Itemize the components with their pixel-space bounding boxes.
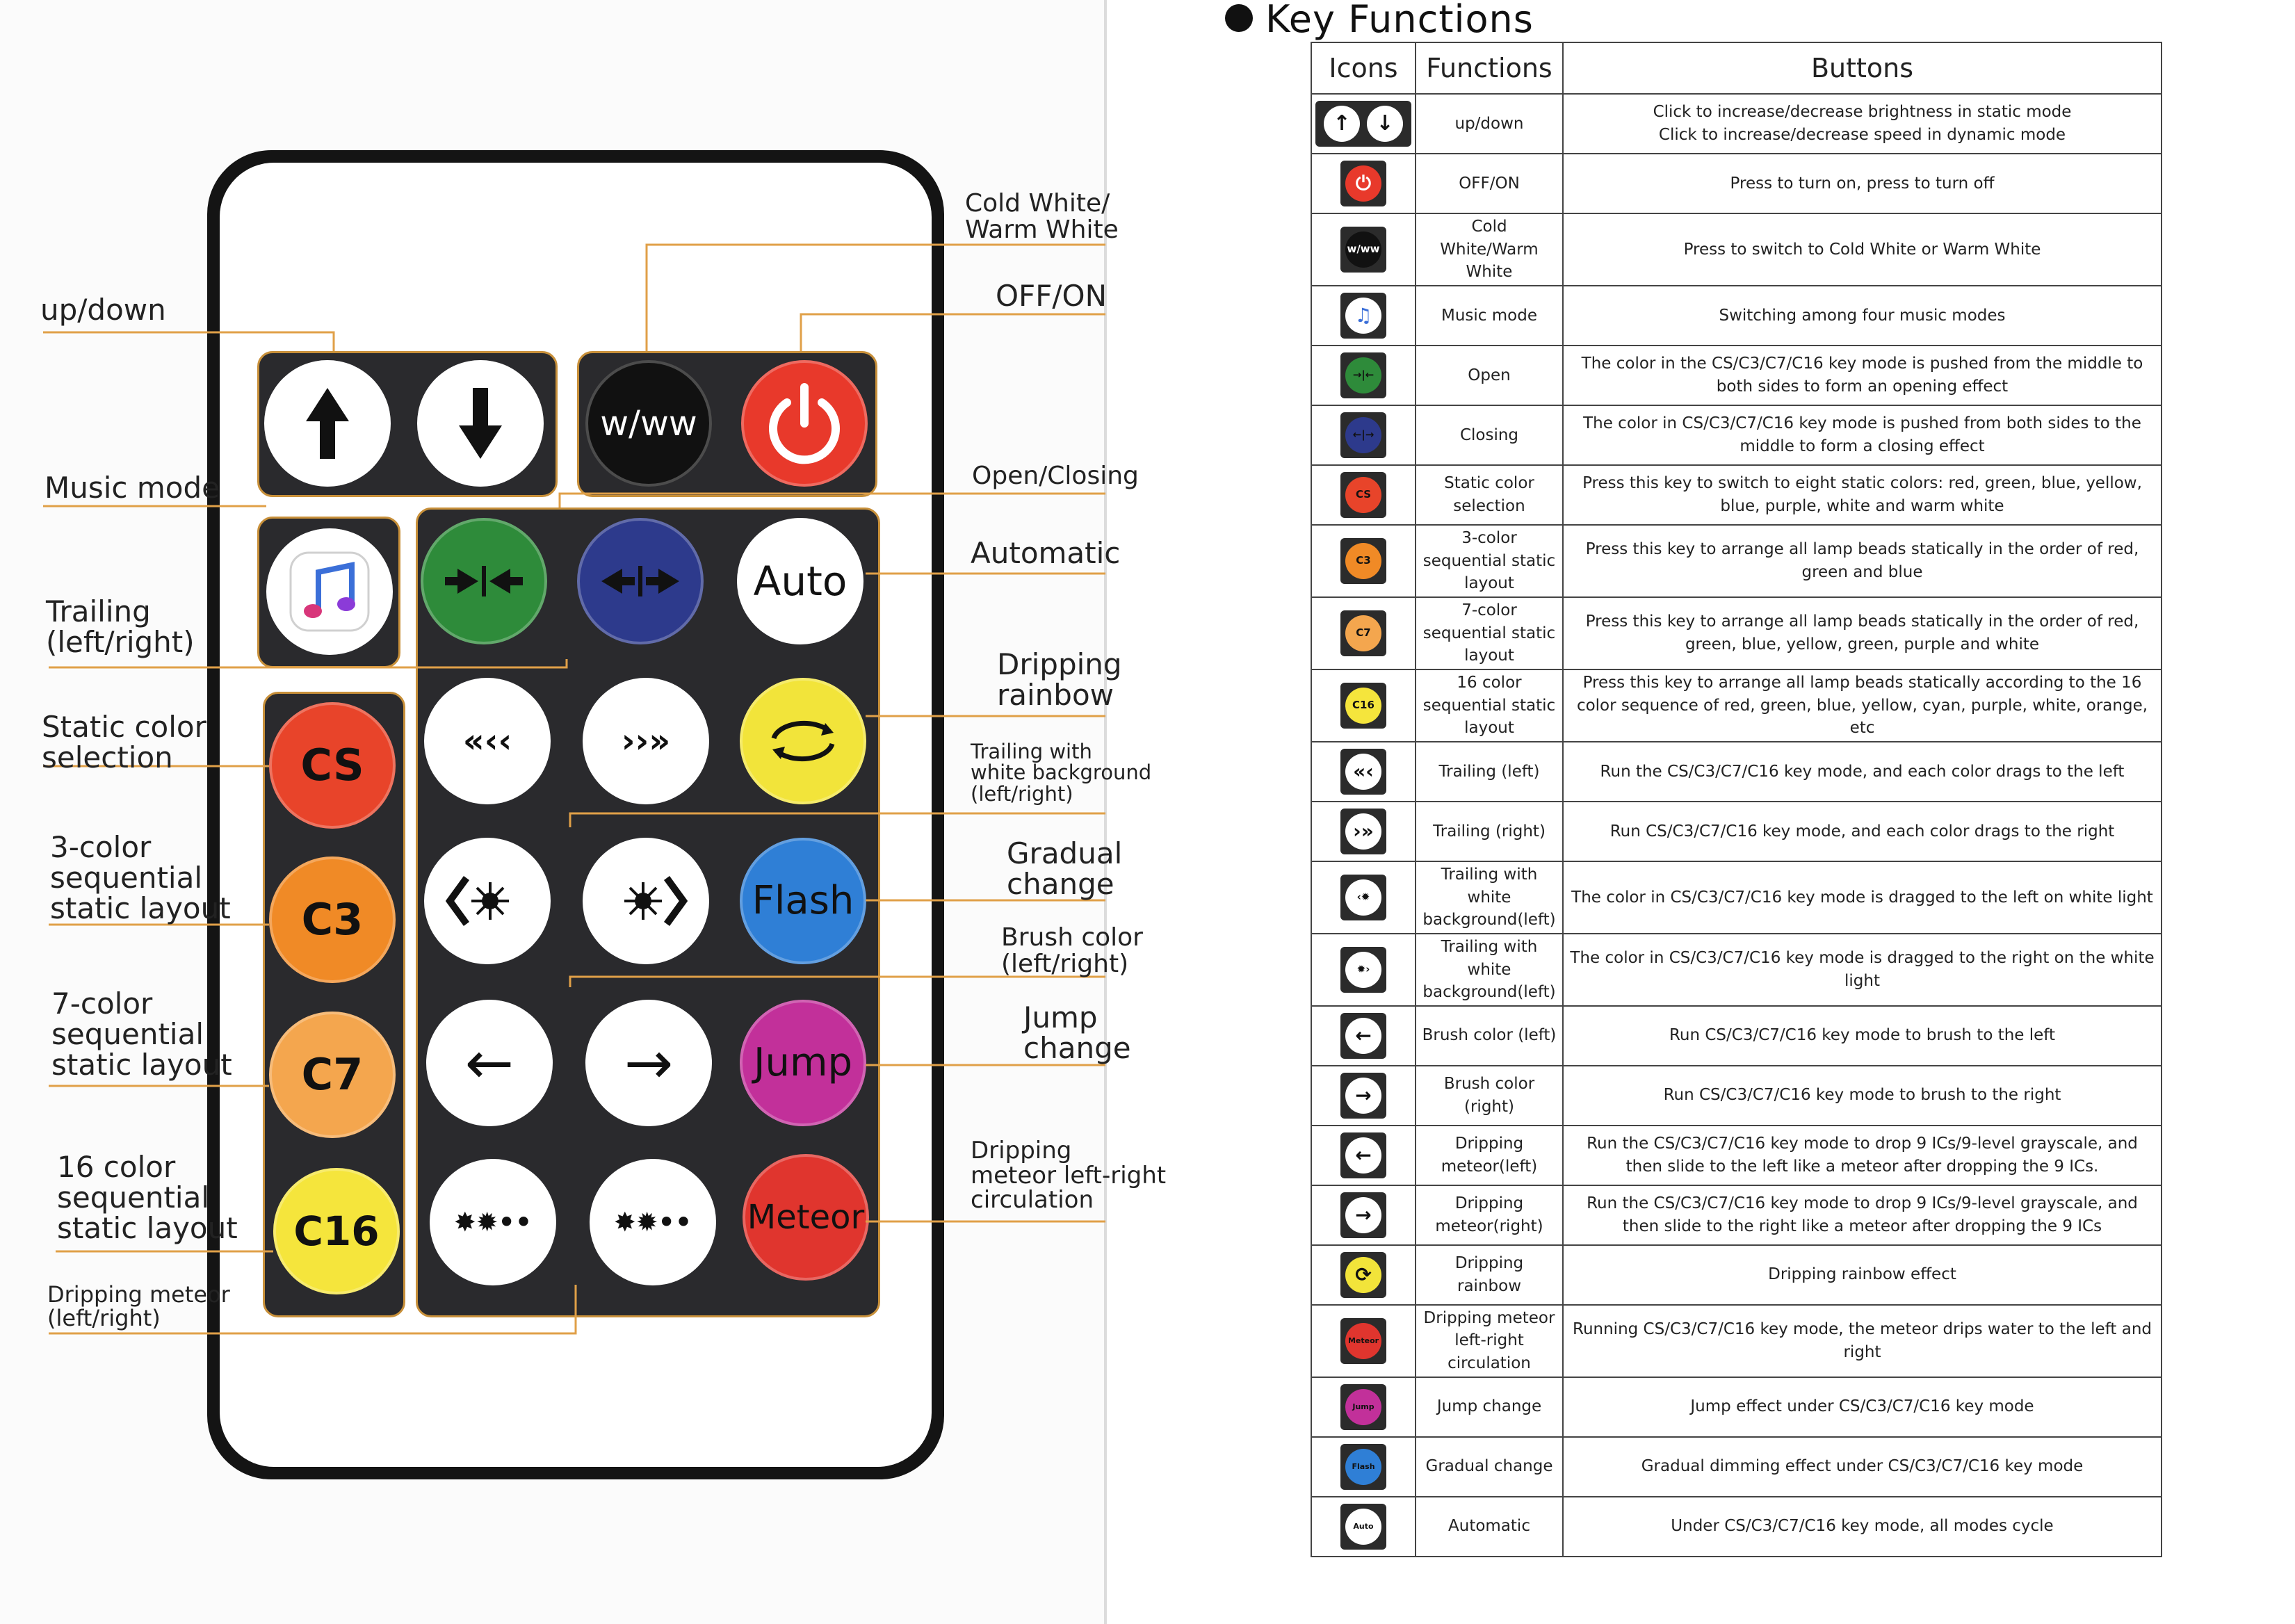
- icon-cell: [1311, 1185, 1416, 1245]
- description-cell: The color in CS/C3/C7/C16 key mode is dragged to the left on white light: [1563, 861, 2162, 934]
- icon-cell: [1311, 861, 1416, 934]
- power-icon: [763, 382, 846, 465]
- icon-cell: [1311, 213, 1416, 286]
- trail-right-button[interactable]: [583, 678, 709, 804]
- description-cell: Dripping rainbow effect: [1563, 1245, 2162, 1305]
- c7-icon: C7: [1340, 610, 1386, 656]
- flash-button[interactable]: [740, 838, 866, 964]
- description-cell: The color in the CS/C3/C7/C16 key mode is pushed from the middle to both sides to form an opening effect: [1563, 346, 2162, 405]
- description-cell: Switching among four music modes: [1563, 286, 2162, 346]
- icon-cell: [1311, 934, 1416, 1006]
- meteor-left-label: ✸✹••: [453, 1207, 533, 1237]
- description-cell: Run CS/C3/C7/C16 key mode to brush to the right: [1563, 1066, 2162, 1126]
- up-button[interactable]: [264, 360, 391, 487]
- www-label: w/ww: [600, 403, 697, 444]
- description-cell: Gradual dimming effect under CS/C3/C7/C16 key mode: [1563, 1437, 2162, 1497]
- function-cell: Brush color (right): [1416, 1066, 1563, 1126]
- key-functions-title: Key Functions: [1265, 0, 1534, 41]
- white-bg-right-button[interactable]: [583, 838, 709, 964]
- cycle-icon: ⟳: [1340, 1252, 1386, 1298]
- function-cell: Brush color (left): [1416, 1006, 1563, 1066]
- c3-label: C3: [301, 894, 364, 945]
- icon-cell: [1311, 405, 1416, 465]
- function-cell: OFF/ON: [1416, 154, 1563, 213]
- icon-cell: [1311, 1245, 1416, 1305]
- music-note-icon: ♫: [1340, 293, 1386, 339]
- function-cell: Trailing with white background(left): [1416, 934, 1563, 1006]
- callout-automatic: Automatic: [971, 536, 1121, 570]
- table-row: [1311, 213, 2162, 286]
- table-row: [1311, 1006, 2162, 1066]
- table-row: [1311, 1185, 2162, 1245]
- down-button[interactable]: [417, 360, 544, 487]
- up-down-icon: ↑ ↓: [1315, 101, 1411, 147]
- function-cell: 7-color sequential static layout: [1416, 597, 1563, 669]
- open-arrows-icon: →|←: [1340, 352, 1386, 398]
- description-cell: Run the CS/C3/C7/C16 key mode, and each color drags to the left: [1563, 742, 2162, 802]
- auto-label: Auto: [753, 558, 848, 605]
- icon-cell: [1311, 1006, 1416, 1066]
- cycle-icon: [761, 713, 845, 769]
- trail-right-label: ››»: [621, 722, 671, 761]
- power-icon: ⏻: [1340, 161, 1386, 206]
- header-icons: Icons: [1311, 42, 1416, 94]
- function-cell: Trailing with white background(left): [1416, 861, 1563, 934]
- table-row: [1311, 1377, 2162, 1437]
- meteor-right-icon: →: [1340, 1192, 1386, 1238]
- icon-cell: [1311, 1437, 1416, 1497]
- jump-icon: Jump: [1340, 1384, 1386, 1430]
- power-button[interactable]: [741, 360, 868, 487]
- icon-cell: [1311, 1497, 1416, 1557]
- table-row: [1311, 1066, 2162, 1126]
- white-bg-left-button[interactable]: [424, 838, 551, 964]
- table-row: [1311, 525, 2162, 597]
- icon-cell: [1311, 1126, 1416, 1185]
- icon-cell: [1311, 1377, 1416, 1437]
- callout-7-color: 7-color sequential static layout: [51, 986, 232, 1082]
- cs-button[interactable]: [269, 702, 396, 829]
- function-cell: Dripping meteor(left): [1416, 1126, 1563, 1185]
- function-cell: Trailing (right): [1416, 802, 1563, 861]
- brush-left-button[interactable]: [426, 1000, 553, 1126]
- trail-left-button[interactable]: [424, 678, 551, 804]
- meteor-button[interactable]: [743, 1154, 869, 1281]
- arrow-up-icon: [303, 385, 352, 462]
- trail-left-icon: «‹: [1340, 749, 1386, 795]
- www-icon: w/ww: [1340, 227, 1386, 273]
- icon-cell: [1311, 346, 1416, 405]
- arrow-down-icon: [456, 385, 505, 462]
- callout-brush: Brush color (left/right): [1001, 923, 1143, 978]
- function-cell: Dripping rainbow: [1416, 1245, 1563, 1305]
- callout-16-color: 16 color sequential static layout: [57, 1150, 238, 1246]
- title-bullet: [1225, 4, 1253, 32]
- callout-3-color: 3-color sequential static layout: [50, 830, 231, 926]
- function-cell: 3-color sequential static layout: [1416, 525, 1563, 597]
- icon-cell: [1311, 669, 1416, 742]
- description-cell: Jump effect under CS/C3/C7/C16 key mode: [1563, 1377, 2162, 1437]
- function-cell: Music mode: [1416, 286, 1563, 346]
- meteor-right-label: ✸✹••: [613, 1207, 692, 1237]
- icon-cell: [1311, 802, 1416, 861]
- jump-label: Jump: [753, 1040, 853, 1085]
- brush-left-icon: ←: [1340, 1013, 1386, 1059]
- table-row: [1311, 861, 2162, 934]
- sun-left-icon: ‹✹: [1340, 875, 1386, 920]
- c7-label: C7: [301, 1049, 364, 1100]
- icon-cell: [1311, 286, 1416, 346]
- icon-cell: [1311, 154, 1416, 213]
- table-header-row: [1311, 42, 2162, 94]
- table-row: [1311, 154, 2162, 213]
- description-cell: Run CS/C3/C7/C16 key mode, and each color drags to the right: [1563, 802, 2162, 861]
- c7-button[interactable]: [269, 1012, 396, 1138]
- jump-button[interactable]: [740, 1000, 866, 1126]
- callout-off-on: OFF/ON: [996, 279, 1108, 313]
- sun-right-icon: ✹›: [1340, 947, 1386, 993]
- meteor-icon: Meteor: [1340, 1318, 1386, 1364]
- close-button[interactable]: [577, 518, 704, 644]
- icon-cell: [1311, 742, 1416, 802]
- description-cell: The color in CS/C3/C7/C16 key mode is dragged to the right on the white light: [1563, 934, 2162, 1006]
- function-cell: Jump change: [1416, 1377, 1563, 1437]
- close-arrows-icon: ←|→: [1340, 412, 1386, 458]
- brush-right-icon: →: [1340, 1073, 1386, 1119]
- cs-label: CS: [300, 740, 364, 790]
- open-button[interactable]: [421, 518, 547, 644]
- icon-cell: [1311, 465, 1416, 525]
- description-cell: Press to switch to Cold White or Warm White: [1563, 213, 2162, 286]
- close-arrows-icon: [599, 560, 682, 602]
- icon-cell: [1311, 525, 1416, 597]
- callout-gradual: Gradual change: [1007, 836, 1123, 902]
- callout-up-down: up/down: [40, 293, 166, 327]
- function-cell: Static color selection: [1416, 465, 1563, 525]
- function-cell: Dripping meteor left-right circulation: [1416, 1305, 1563, 1377]
- description-cell: Under CS/C3/C7/C16 key mode, all modes cycle: [1563, 1497, 2162, 1557]
- function-cell: 16 color sequential static layout: [1416, 669, 1563, 742]
- function-cell: Open: [1416, 346, 1563, 405]
- meteor-left-icon: ←: [1340, 1132, 1386, 1178]
- icon-cell: [1311, 1066, 1416, 1126]
- callout-cold-warm: Cold White/ Warm White: [965, 189, 1119, 244]
- description-cell: Run CS/C3/C7/C16 key mode to brush to the left: [1563, 1006, 2162, 1066]
- description-cell: Press this key to switch to eight static colors: red, green, blue, yellow, blue, purple, white and warm white: [1563, 465, 2162, 525]
- meteor-label: Meteor: [747, 1198, 865, 1237]
- c16-button[interactable]: [273, 1168, 400, 1294]
- table-body: [1311, 94, 2162, 1557]
- table-row: [1311, 742, 2162, 802]
- meteor-left-button[interactable]: [430, 1159, 556, 1285]
- icon-cell: [1311, 94, 1416, 154]
- description-cell: Click to increase/decrease brightness in static mode Click to increase/decrease speed in dynamic mode: [1563, 94, 2162, 154]
- c16-icon: C16: [1340, 683, 1386, 729]
- callout-trailing: Trailing (left/right): [46, 594, 195, 660]
- c3-icon: C3: [1340, 538, 1386, 584]
- icon-cell: [1311, 1305, 1416, 1377]
- description-cell: Press this key to arrange all lamp beads statically in the order of red, green, blue, yellow, green, purple and white: [1563, 597, 2162, 669]
- description-cell: Running CS/C3/C7/C16 key mode, the meteor drips water to the left and right: [1563, 1305, 2162, 1377]
- callout-dripping-meteor: Dripping meteor (left/right): [47, 1281, 230, 1331]
- auto-button[interactable]: [737, 518, 863, 644]
- description-cell: The color in CS/C3/C7/C16 key mode is pushed from both sides to the middle to form a closing effect: [1563, 405, 2162, 465]
- music-note-icon: [288, 550, 371, 633]
- flash-label: Flash: [752, 878, 854, 923]
- table-row: [1311, 286, 2162, 346]
- description-cell: Press this key to arrange all lamp beads statically in the order of red, green and blue: [1563, 525, 2162, 597]
- table-row: [1311, 465, 2162, 525]
- open-arrows-icon: [442, 560, 526, 602]
- sun-left-icon: [446, 870, 529, 932]
- table-row: [1311, 934, 2162, 1006]
- callout-dripping-rainbow: Dripping rainbow: [997, 647, 1122, 713]
- callout-open-closing: Open/Closing: [972, 462, 1139, 490]
- trail-right-icon: ›»: [1340, 809, 1386, 854]
- callout-static-color: Static color selection: [42, 710, 206, 775]
- table-row: [1311, 346, 2162, 405]
- brush-left-label: ←: [464, 1029, 514, 1097]
- description-cell: Run the CS/C3/C7/C16 key mode to drop 9 ICs/9-level grayscale, and then slide to the left like a meteor after dropping the 9 ICs.: [1563, 1126, 2162, 1185]
- table-row: [1311, 1497, 2162, 1557]
- brush-right-label: →: [624, 1029, 674, 1097]
- table-row: [1311, 94, 2162, 154]
- description-cell: Run the CS/C3/C7/C16 key mode to drop 9 ICs/9-level grayscale, and then slide to the right like a meteor after dropping the 9 ICs: [1563, 1185, 2162, 1245]
- table-row: [1311, 1126, 2162, 1185]
- function-cell: up/down: [1416, 94, 1563, 154]
- auto-icon: Auto: [1340, 1504, 1386, 1550]
- table-row: [1311, 405, 2162, 465]
- function-cell: Gradual change: [1416, 1437, 1563, 1497]
- table-row: [1311, 597, 2162, 669]
- rainbow-button[interactable]: [740, 678, 866, 804]
- function-cell: Dripping meteor(right): [1416, 1185, 1563, 1245]
- brush-right-button[interactable]: [585, 1000, 712, 1126]
- callout-meteor-circulation: Dripping meteor left-right circulation: [971, 1137, 1167, 1215]
- function-cell: Automatic: [1416, 1497, 1563, 1557]
- music-button[interactable]: [266, 528, 393, 655]
- description-cell: Press to turn on, press to turn off: [1563, 154, 2162, 213]
- sun-right-icon: [604, 870, 688, 932]
- table-row: [1311, 1305, 2162, 1377]
- table-row: [1311, 1437, 2162, 1497]
- table-row: [1311, 1245, 2162, 1305]
- c3-button[interactable]: [269, 856, 396, 983]
- callout-trailing-white: Trailing with white background (left/right): [971, 740, 1152, 806]
- header-functions: Functions: [1416, 42, 1563, 94]
- callout-music-mode: Music mode: [44, 471, 220, 505]
- table-row: [1311, 669, 2162, 742]
- function-cell: Trailing (left): [1416, 742, 1563, 802]
- description-cell: Press this key to arrange all lamp beads statically according to the 16 color sequence of red, green, blue, yellow, cyan, purple, white, orange, etc: [1563, 669, 2162, 742]
- meteor-right-button[interactable]: [590, 1159, 716, 1285]
- header-buttons: Buttons: [1563, 42, 2162, 94]
- icon-cell: [1311, 597, 1416, 669]
- c16-label: C16: [293, 1208, 380, 1255]
- key-functions-table: [1311, 42, 2162, 1557]
- callout-jump: Jump change: [1023, 1000, 1131, 1066]
- function-cell: Closing: [1416, 405, 1563, 465]
- table-row: [1311, 802, 2162, 861]
- flash-icon: Flash: [1340, 1444, 1386, 1490]
- trail-left-label: «‹‹: [462, 722, 512, 761]
- function-cell: Cold White/Warm White: [1416, 213, 1563, 286]
- www-button[interactable]: [585, 360, 712, 487]
- cs-icon: CS: [1340, 472, 1386, 518]
